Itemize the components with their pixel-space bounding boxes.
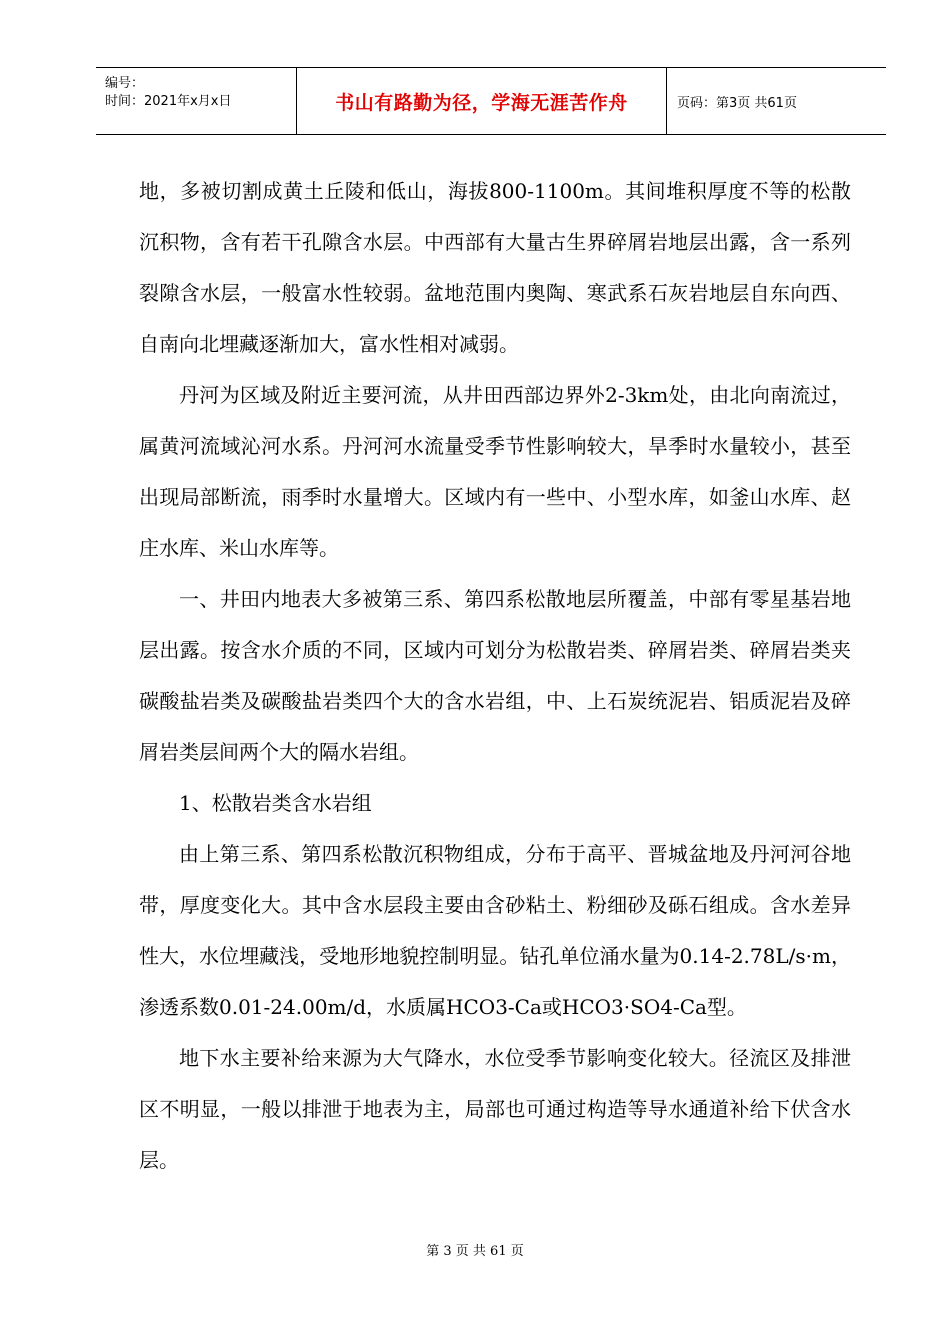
- paragraph-basin-geology: 地，多被切割成黄土丘陵和低山，海拔800-1100m。其间堆积厚度不等的松散沉积物，含有若干孔隙含水层。中西部有大量古生界碎屑岩地层出露，含一系列裂隙含水层，一般富水性较弱。盆地范围内奥陶、寒武系石灰岩地层自东向西、自南向北埋藏逐渐加大，富水性相对减弱。: [139, 179, 851, 356]
- paragraph-groundwater-recharge: 地下水主要补给来源为大气降水，水位受季节影响变化较大。径流区及排泄区不明显，一般以排泄于地表为主，局部也可通过构造等导水通道补给下伏含水层。: [139, 1046, 851, 1172]
- doc-number-label: 编号：: [105, 76, 145, 91]
- paragraph-loose-rock-description: 由上第三系、第四系松散沉积物组成，分布于高平、晋城盆地及丹河河谷地带，厚度变化大。其中含水层段主要由含砂粘土、粉细砂及砾石组成。含水差异性大，水位埋藏浅，受地形地貌控制明显。钻孔单位涌水量为0.14-2.78L/s·m，渗透系数0.01-24.00m/d，水质属HCO3-Ca或HCO3·SO4-Ca型。: [139, 842, 851, 1019]
- page-header: [96, 67, 886, 135]
- section-heading-loose-rock: 1、松散岩类含水岩组: [179, 791, 372, 815]
- paragraph-aquifer-groups: 一、井田内地表大多被第三系、第四系松散地层所覆盖，中部有零星基岩地层出露。按含水介质的不同，区域内可划分为松散岩类、碎屑岩类、碎屑岩类夹碳酸盐岩类及碳酸盐岩类四个大的含水岩组，中、上石炭统泥岩、铝质泥岩及碎屑岩类层间两个大的隔水岩组。: [139, 587, 851, 764]
- document-body: [139, 166, 851, 1186]
- page-footer: 第 3 页 共 61 页: [426, 1244, 524, 1259]
- header-meta: [96, 68, 297, 134]
- date-label: 时间：2021年x月x日: [105, 94, 232, 109]
- header-motto: 书山有路勤为径，学海无涯苦作舟: [297, 68, 667, 134]
- paragraph-danhe-river: 丹河为区域及附近主要河流，从井田西部边界外2-3km处，由北向南流过，属黄河流域沁河水系。丹河河水流量受季节性影响较大，旱季时水量较小，甚至出现局部断流，雨季时水量增大。区域内有一些中、小型水库，如釜山水库、赵庄水库、米山水库等。: [139, 383, 851, 560]
- header-page-number: 页码：第3页 共61页: [677, 95, 797, 111]
